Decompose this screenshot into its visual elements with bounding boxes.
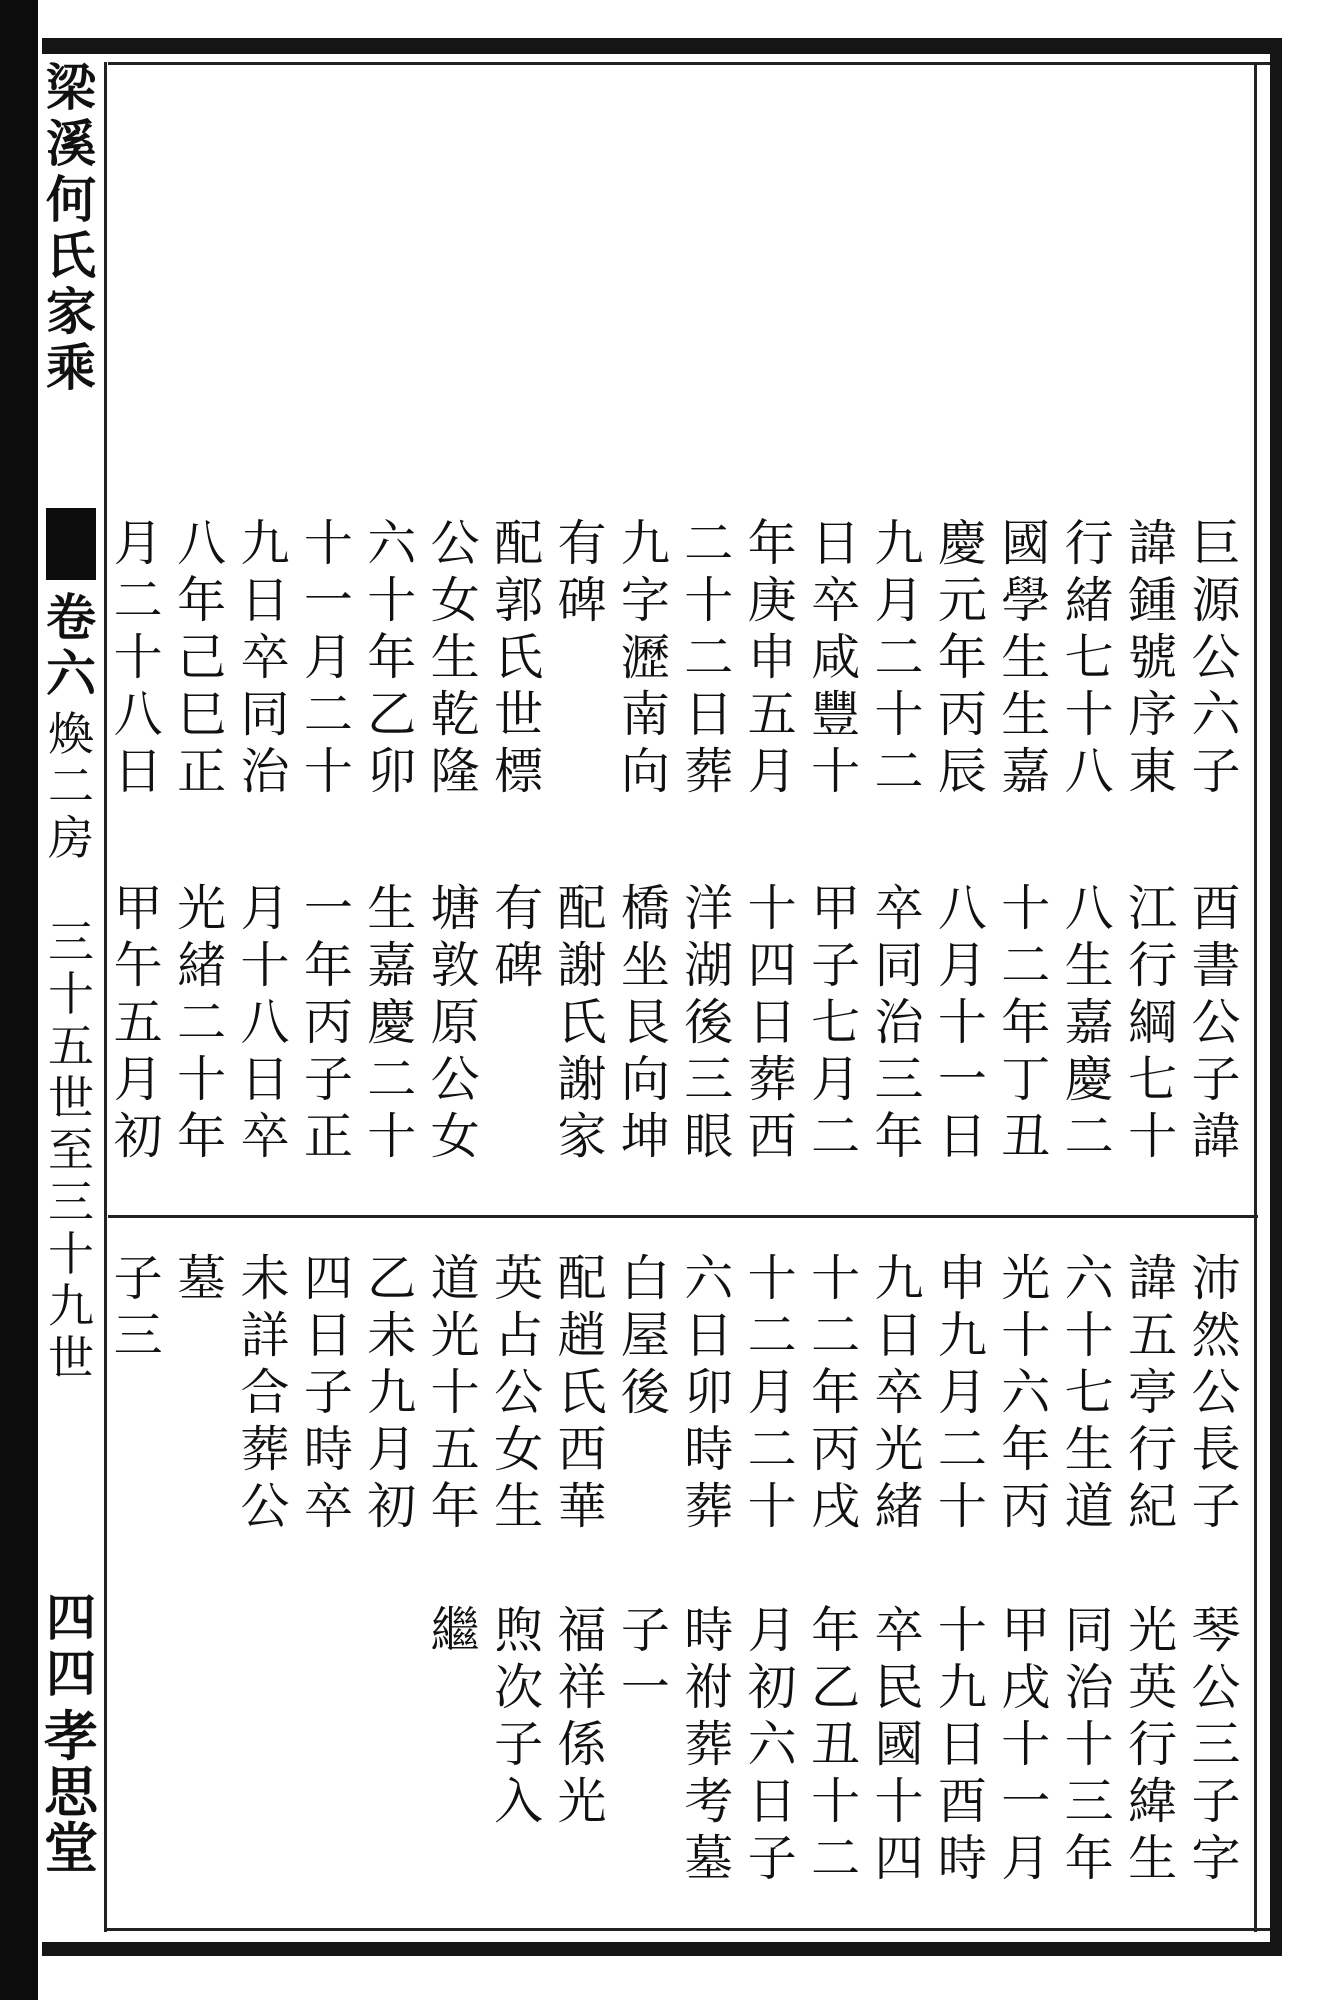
text-column: 光 英 行 緯 生: [1128, 1602, 1178, 1887]
text-column: 白 屋 後: [620, 1250, 670, 1421]
register-middle-rule: [108, 1215, 1258, 1218]
text-column: 九 月 二 十 二: [874, 515, 924, 800]
text-column: 八 生 嘉 慶 二: [1064, 880, 1114, 1165]
spine-volume: 卷 六: [46, 588, 96, 703]
text-column: 十 一 月 二 十: [303, 515, 353, 800]
text-column: 配 謝 氏 謝 家: [557, 880, 607, 1165]
text-column: 年 乙 丑 十 二: [811, 1602, 861, 1887]
text-column: 十 二 年 丙 戌: [811, 1250, 861, 1535]
text-column: 甲 戌 十 一 月: [1001, 1602, 1051, 1887]
text-column: 八 月 十 一 日: [937, 880, 987, 1165]
text-column: 福 祥 係 光: [557, 1602, 607, 1830]
text-column: 光 緒 二 十 年: [177, 880, 227, 1165]
text-column: 慶 元 年 丙 辰: [937, 515, 987, 800]
text-column: 乙 未 九 月 初: [367, 1250, 417, 1535]
text-column: 墓: [177, 1250, 227, 1307]
spine-divider-line: [104, 62, 107, 1932]
text-column: 甲 子 七 月 二: [811, 880, 861, 1165]
text-column: 巨 源 公 六 子: [1191, 515, 1241, 800]
text-column: 洋 湖 後 三 眼: [684, 880, 734, 1165]
text-column: 四 日 子 時 卒: [303, 1250, 353, 1535]
text-column: 橋 坐 艮 向 坤: [620, 880, 670, 1165]
text-column: 英 占 公 女 生: [494, 1250, 544, 1535]
text-column: 國 學 生 生 嘉: [1001, 515, 1051, 800]
text-column: 甲 午 五 月 初: [113, 880, 163, 1165]
text-column: 子 一: [620, 1602, 670, 1716]
frame-top-border: [42, 38, 1282, 54]
text-column: 十 二 月 二 十: [747, 1250, 797, 1535]
text-column: 配 趙 氏 西 華: [557, 1250, 607, 1535]
frame-bottom-border: [42, 1942, 1282, 1956]
text-column: 子 三: [113, 1250, 163, 1364]
spine-hall-name: 孝 思 堂: [44, 1704, 98, 1880]
spine-section: 煥 二 房 三 十 五 世 至 三 十 九 世: [48, 707, 94, 1385]
spine-fishtail-mark: [46, 508, 96, 580]
text-column: 一 年 丙 子 正: [303, 880, 353, 1165]
text-column: 卒 同 治 三 年: [874, 880, 924, 1165]
text-column: 有 碑: [494, 880, 544, 994]
text-column: 光 十 六 年 丙: [1001, 1250, 1051, 1535]
text-column: 時 祔 葬 考 墓: [684, 1602, 734, 1887]
text-column: 配 郭 氏 世 標: [494, 515, 544, 800]
page-left-edge: [0, 0, 38, 2000]
frame-bottom-inner-rule: [104, 1928, 1276, 1931]
text-column: 有 碑: [557, 515, 607, 629]
text-column: 九 日 卒 同 治: [240, 515, 290, 800]
text-column: 九 字 瀝 南 向: [620, 515, 670, 800]
text-column: 沛 然 公 長 子: [1191, 1250, 1241, 1535]
text-column: 塘 敦 原 公 女: [430, 880, 480, 1165]
text-column: 月 十 八 日 卒: [240, 880, 290, 1165]
text-column: 十 二 年 丁 丑: [1001, 880, 1051, 1165]
frame-right-border: [1270, 38, 1282, 1956]
text-column: 諱 五 亭 行 紀: [1128, 1250, 1178, 1535]
text-column: 十 四 日 葬 西: [747, 880, 797, 1165]
text-column: 煦 次 子 入: [494, 1602, 544, 1830]
text-column: 諱 鍾 號 序 東: [1128, 515, 1178, 800]
text-column: 六 十 年 乙 卯: [367, 515, 417, 800]
text-column: 十 九 日 酉 時: [937, 1602, 987, 1887]
text-column: 酉 書 公 子 諱: [1191, 880, 1241, 1165]
text-column: 卒 民 國 十 四: [874, 1602, 924, 1887]
text-column: 六 十 七 生 道: [1064, 1250, 1114, 1535]
text-column: 同 治 十 三 年: [1064, 1602, 1114, 1887]
text-column: 二 十 二 日 葬: [684, 515, 734, 800]
frame-top-inner-rule: [108, 62, 1276, 65]
text-column: 道 光 十 五 年: [430, 1250, 480, 1535]
text-column: 月 二 十 八 日: [113, 515, 163, 800]
spine-page-number: 四 四: [46, 1588, 96, 1703]
text-column: 公 女 生 乾 隆: [430, 515, 480, 800]
text-column: 九 日 卒 光 緒: [874, 1250, 924, 1535]
text-column: 申 九 月 二 十: [937, 1250, 987, 1535]
text-column: 琴 公 三 子 字: [1191, 1602, 1241, 1887]
text-column: 生 嘉 慶 二 十: [367, 880, 417, 1165]
text-column: 江 行 綱 七 十: [1128, 880, 1178, 1165]
text-column: 年 庚 申 五 月: [747, 515, 797, 800]
frame-right-inner-rule: [1254, 62, 1257, 1932]
text-column: 未 詳 合 葬 公: [240, 1250, 290, 1535]
text-column: 行 緒 七 十 八: [1064, 515, 1114, 800]
text-column: 繼: [430, 1602, 480, 1659]
text-column: 八 年 己 巳 正: [177, 515, 227, 800]
text-column: 日 卒 咸 豐 十: [811, 515, 861, 800]
text-column: 六 日 卯 時 葬: [684, 1250, 734, 1535]
text-column: 月 初 六 日 子: [747, 1602, 797, 1887]
spine-title: 梁 溪 何 氏 家 乘: [46, 58, 96, 397]
